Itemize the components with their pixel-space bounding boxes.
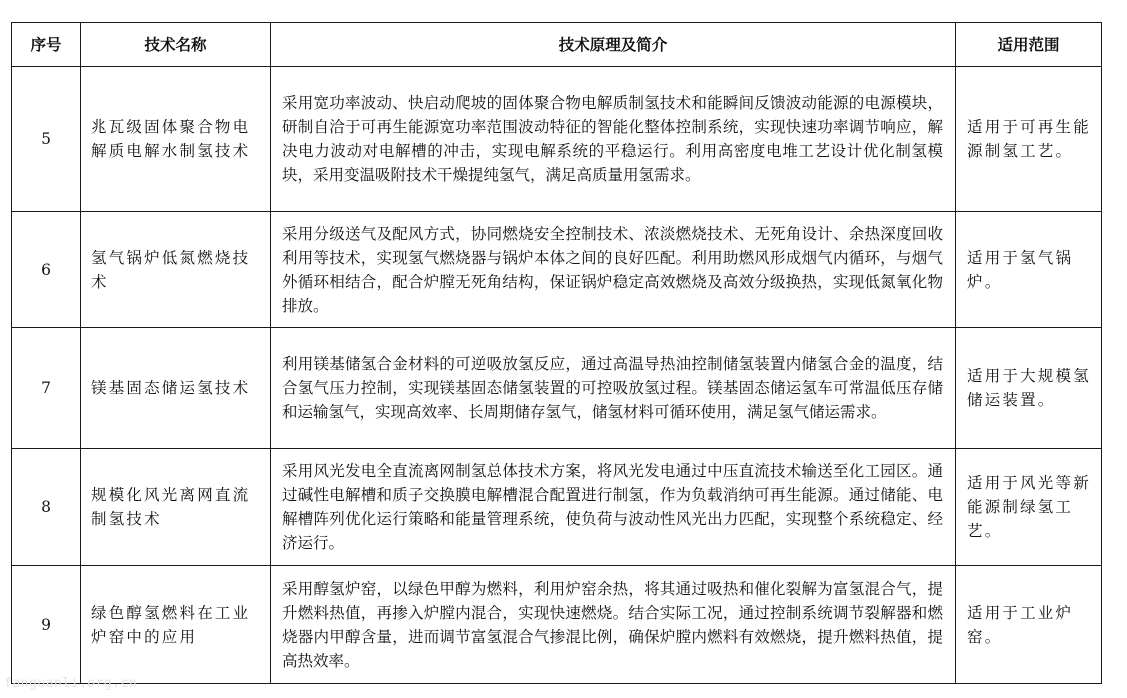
row-application-scope: 适用于工业炉窑。 [956, 566, 1102, 684]
row-technology-name: 规模化风光离网直流制氢技术 [81, 449, 271, 566]
row-serial-number: 8 [12, 449, 81, 566]
header-serial-number: 序号 [12, 23, 81, 67]
row-technology-name: 氢气锅炉低氮燃烧技术 [81, 212, 271, 328]
table-row [12, 328, 1102, 449]
row-principle-description: 采用醇氢炉窑，以绿色甲醇为燃料，利用炉窑余热，将其通过吸热和催化裂解为富氢混合气，提升燃料热值，再掺入炉膛内混合，实现快速燃烧。结合实际工况，通过控制系统调节裂解器和燃烧器内甲醇含量，进而调节富氢混合气掺混比例，确保炉膛内燃料有效燃烧，提升燃料热值，提高热效率。 [271, 566, 956, 684]
table-row [12, 67, 1102, 212]
row-application-scope: 适用于可再生能源制氢工艺。 [956, 67, 1102, 212]
row-technology-name: 镁基固态储运氢技术 [81, 328, 271, 449]
table-header-row [12, 23, 1102, 67]
row-principle-description: 采用风光发电全直流离网制氢总体技术方案，将风光发电通过中压直流技术输送至化工园区。通过碱性电解槽和质子交换膜电解槽混合配置进行制氢，作为负载消纳可再生能源。通过储能、电解槽阵列优化运行策略和能量管理系统，使负荷与波动性风光出力匹配，实现整个系统稳定、经济运行。 [271, 449, 956, 566]
row-application-scope: 适用于风光等新能源制绿氢工艺。 [956, 449, 1102, 566]
row-serial-number: 7 [12, 328, 81, 449]
row-serial-number: 5 [12, 67, 81, 212]
header-principle-description: 技术原理及简介 [271, 23, 956, 67]
row-technology-name: 兆瓦级固体聚合物电解质电解水制氢技术 [81, 67, 271, 212]
row-serial-number: 9 [12, 566, 81, 684]
row-technology-name: 绿色醇氢燃料在工业炉窑中的应用 [81, 566, 271, 684]
table-row [12, 449, 1102, 566]
row-serial-number: 6 [12, 212, 81, 328]
header-technology-name: 技术名称 [81, 23, 271, 67]
header-application-scope: 适用范围 [956, 23, 1102, 67]
table-row [12, 212, 1102, 328]
row-application-scope: 适用于氢气锅炉。 [956, 212, 1102, 328]
row-principle-description: 利用镁基储氢合金材料的可逆吸放氢反应，通过高温导热油控制储氢装置内储氢合金的温度，结合氢气压力控制，实现镁基固态储氢装置的可控吸放氢过程。镁基固态储运氢车可常温低压存储和运输氢气，实现高效率、长周期储存氢气，储氢材料可循环使用，满足氢气储运需求。 [271, 328, 956, 449]
technology-table [11, 22, 1102, 684]
row-principle-description: 采用宽功率波动、快启动爬坡的固体聚合物电解质制氢技术和能瞬间反馈波动能源的电源模块，研制自洽于可再生能源宽功率范围波动特征的智能化整体控制系统，实现快速功率调节响应，解决电力波动对电解槽的冲击，实现电解系统的平稳运行。利用高密度电堆工艺设计优化制氢模块，采用变温吸附技术干燥提纯氢气，满足高质量用氢需求。 [271, 67, 956, 212]
row-application-scope: 适用于大规模氢储运装置。 [956, 328, 1102, 449]
site-watermark: fanguanli.org.cn [4, 676, 138, 691]
row-principle-description: 采用分级送气及配风方式，协同燃烧安全控制技术、浓淡燃烧技术、无死角设计、余热深度回收利用等技术，实现氢气燃烧器与锅炉本体之间的良好匹配。利用助燃风形成烟气内循环，与烟气外循环相结合，配合炉膛无死角结构，保证锅炉稳定高效燃烧及高效分级换热，实现低氮氧化物排放。 [271, 212, 956, 328]
table-row [12, 566, 1102, 684]
